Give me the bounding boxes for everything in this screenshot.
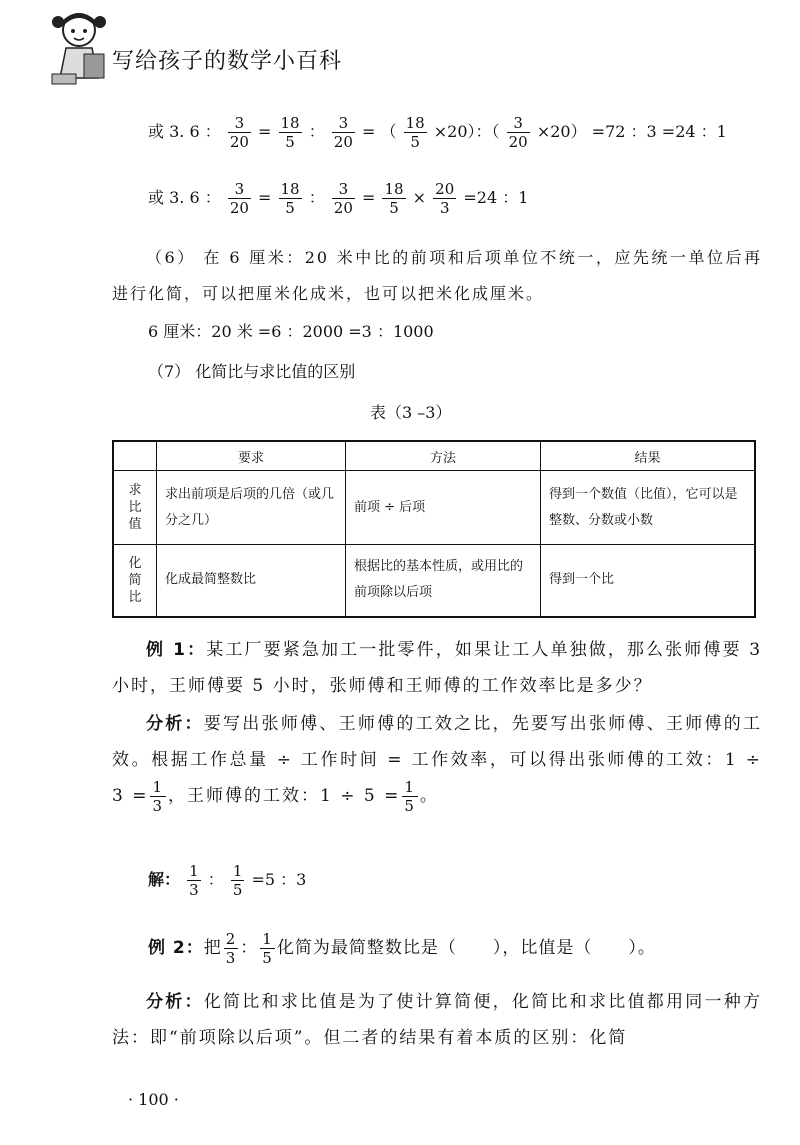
- table-cell: 得到一个数值（比值），它可以是整数、分数或小数: [541, 471, 756, 545]
- solution-1: [148, 862, 306, 899]
- fraction: $\frac{18}{5}$: [280, 114, 300, 151]
- analysis-1: [112, 706, 762, 815]
- fraction: $\frac{1}{3}$: [152, 778, 165, 815]
- table-row: [113, 545, 755, 617]
- fraction: $\frac{18}{5}$: [384, 180, 404, 217]
- table-cell: 求出前项是后项的几倍（或几分之几）: [157, 471, 346, 545]
- eq-text: 或 3. 6 ：: [148, 122, 221, 141]
- analysis-label: 分析：: [146, 992, 204, 1012]
- header-title: 写给孩子的数学小百科: [112, 49, 343, 74]
- eq-text: = （: [361, 122, 397, 141]
- eq-text: =24 ：1: [463, 188, 529, 207]
- fraction: $\frac{3}{20}$: [508, 114, 528, 151]
- analysis-text: ，王师傅的工效：1 ÷ 5 =: [168, 786, 401, 806]
- example-label: 例 2：: [148, 938, 204, 958]
- fraction: $\frac{1}{5}$: [404, 778, 416, 815]
- eq-text: ×20） =72 ：3 =24 ：1: [536, 122, 727, 141]
- heading-7: （7） 化简比与求比值的区别: [148, 362, 356, 381]
- analysis-text: 要写出张师傅、王师傅的工效之比，先要写出张师傅、王师傅的工效。根据工作总量 ÷ 工作时间 = 工作效率，可以得出张师傅的工效：1 ÷ 3 =: [112, 714, 763, 806]
- mascot-illustration: [44, 8, 114, 86]
- fraction: $\frac{3}{20}$: [333, 114, 353, 151]
- equation-line-2: [148, 180, 528, 217]
- page-number: · 100 ·: [128, 1090, 179, 1109]
- table-header-cell: 结果: [541, 441, 756, 471]
- table-row: [113, 471, 755, 545]
- solution-label: 解：: [148, 870, 181, 889]
- row-label: 求比值: [113, 471, 157, 545]
- fraction: $\frac{3}{20}$: [333, 180, 353, 217]
- fraction: $\frac{18}{5}$: [280, 180, 300, 217]
- analysis-text: 化简比和求比值是为了使计算简便，化简比和求比值都用同一种方法：即“前项除以后项”。但二者的结果有着本质的区别：化简: [112, 992, 763, 1048]
- comparison-table: [112, 440, 756, 618]
- example-text: 某工厂要紧急加工一批零件，如果让工人单独做，那么张师傅要 3 小时，王师傅要 5 小时，张师傅和王师傅的工作效率比是多少？: [112, 640, 763, 696]
- equation-line-1: [148, 114, 727, 151]
- fraction: $\frac{1}{5}$: [262, 930, 273, 967]
- table-header-cell: [113, 441, 157, 471]
- eq-text: ：: [240, 938, 259, 958]
- eq-text: =: [258, 188, 272, 207]
- table-caption: 表（3 –3）: [370, 403, 452, 422]
- example-text: 把: [203, 938, 222, 958]
- eq-text: =: [361, 188, 376, 207]
- example-label: 例 1：: [146, 640, 207, 660]
- analysis-2: [112, 984, 762, 1056]
- analysis-label: 分析：: [146, 714, 204, 734]
- fraction: $\frac{2}{3}$: [225, 930, 237, 967]
- table-cell: 前项 ÷ 后项: [346, 471, 541, 545]
- eq-text: ×: [412, 188, 427, 207]
- row-label: 化简比: [113, 545, 157, 617]
- example-2: [148, 930, 656, 967]
- eq-text: =: [258, 122, 272, 141]
- eq-text: =5 ：3: [251, 870, 307, 889]
- table-header-cell: 要求: [157, 441, 346, 471]
- table-cell: 得到一个比: [541, 545, 756, 617]
- fraction: $\frac{3}{20}$: [229, 180, 249, 217]
- fraction: $\frac{18}{5}$: [405, 114, 425, 151]
- eq-text: ×20）：（: [433, 122, 500, 141]
- fraction: $\frac{1}{5}$: [232, 862, 243, 899]
- table-header-row: [113, 441, 755, 471]
- eq-text: ：: [207, 870, 224, 889]
- paragraph-6: （6） 在 6 厘米：20 米中比的前项和后项单位不统一，应先统一单位后再进行化简，可以把厘米化成米，也可以把米化成厘米。: [112, 248, 762, 303]
- eq-text: 或 3. 6 ：: [148, 188, 221, 207]
- eq-text: ：: [308, 188, 325, 207]
- analysis-text: 。: [419, 786, 439, 806]
- example-text: 化简为最简整数比是（ ），比值是（ ）。: [276, 938, 656, 958]
- fraction: $\frac{1}{3}$: [189, 862, 199, 899]
- fraction: $\frac{20}{3}$: [435, 180, 455, 217]
- table-cell: 化成最简整数比: [157, 545, 346, 617]
- table-cell: 根据比的基本性质，或用比的前项除以后项: [346, 545, 541, 617]
- equation-6: 6 厘米：20 米 =6 ：2000 =3 ：1000: [148, 322, 434, 341]
- example-1: [112, 632, 762, 704]
- fraction: $\frac{3}{20}$: [229, 114, 249, 151]
- table-header-cell: 方法: [346, 441, 541, 471]
- eq-text: ：: [308, 122, 325, 141]
